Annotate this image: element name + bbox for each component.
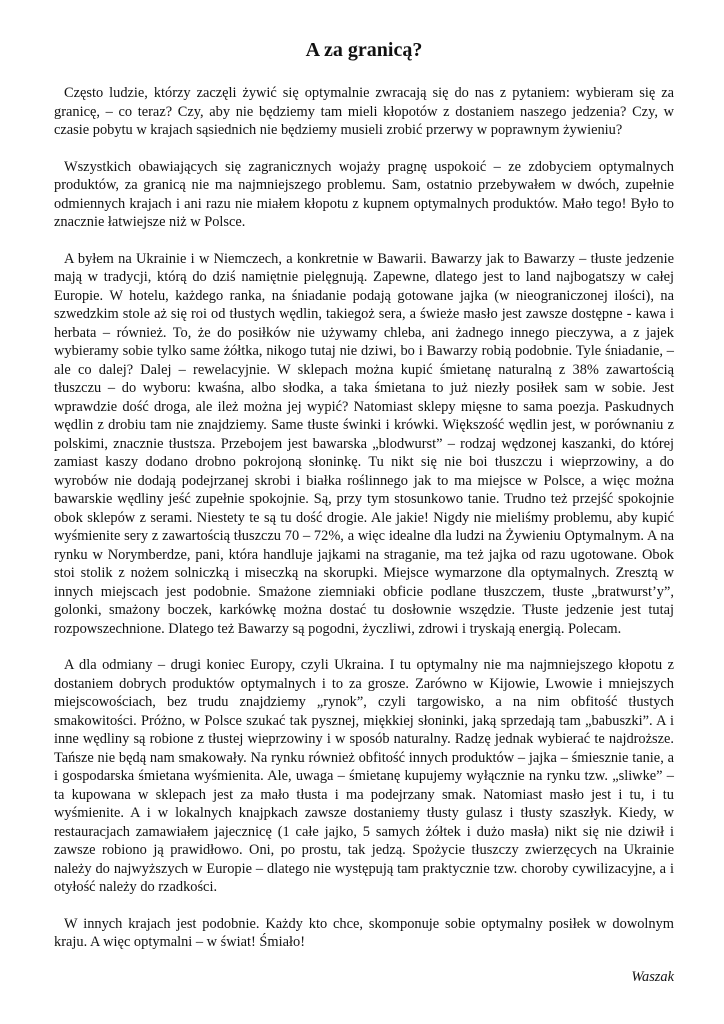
author-signature: Waszak [631,968,674,985]
paragraph-reassurance: Wszystkich obawiających się zagranicznych wojaży pragnę uspokoić – ze zdobyciem optymalnych produktów, za granicą nie ma najmniejszego problemu. Sam, ostatnio przebywałem w dwóch, zupełnie odmiennych krajach i ani razu nie miałem kłopotu z kupnem optymalnych produktów. Mało tego! Było to znacznie łatwiejsze niż w Polsce. [54,158,674,230]
paragraph-conclusion: W innych krajach jest podobnie. Każdy kto chce, skomponuje sobie optymalny posiłek w dowolnym kraju. A więc optymalni – w świat! Śmiało! [54,915,674,950]
paragraph-ukraine: A dla odmiany – drugi koniec Europy, czyli Ukraina. I tu optymalny nie ma najmniejszego kłopotu z dostaniem dobrych produktów optymalnych i to za grosze. Zarówno w Kijowie, Lwowie i mniejszych miejscowościach, bez trudu znajdziemy „rynok”, czyli targowisko, a na nim obfitość tłustych smakowitości. Próżno, w Polsce szukać tak pysznej, miękkiej słoninki, jaką sprzedają tam „babuszki”. A i inne wędliny są robione z tłustej wieprzowiny i w sposób naturalny. Radzę jednak wybierać te najdroższe. Tańsze nie będą nam smakowały. Na rynku również obfitość innych produktów – jajka – śmiesznie tanie, a i gospodarska śmietana wyśmienita. Ale, uwaga – śmietanę kupujemy wyłącznie na rynku tzw. „sliwke” – ta kupowana w sklepach jest za mało tłusta i ma podejrzany smak. Natomiast masło jest i tu, i tu wyśmienite. A i w lokalnych knajpkach zawsze dostaniemy tłusty gulasz i tłusty szaszłyk. Kiedy, w restauracjach zamawiałem jajecznicę (1 całe jajko, 5 samych żółtek i dużo masła) nikt się nie dziwił i zawsze robiono ją prawidłowo. Oni, po prostu, tak jedzą. Spożycie tłuszczy zwierzęcych na Ukrainie należy do najwyższych w Europie – dlatego nie występują tam praktycznie tzw. choroby cywilizacyjne, a i otyłość należy do rzadkości. [54,657,674,895]
article [54,38,674,986]
article-title: A za granicą? [305,39,423,61]
paragraph-bavaria: A byłem na Ukrainie i w Niemczech, a konkretnie w Bawarii. Bawarzy jak to Bawarzy – tłuste jedzenie mają w tradycji, którą do dziś namiętnie pielęgnują. Zapewne, dlatego jest to land najbogatszy w całej Europie. W hotelu, każdego ranka, na śniadanie podają gotowane jajka (w nieograniczonej ilości), na szwedzkim stole aż się roi od tłustych wędlin, takiegoż sera, a świeże masło jest zawsze dostępne - kawa i herbata – również. To, że do posiłków nie używamy chleba, ani żadnego innego pieczywa, a z jajek wybieramy sobie tylko same żółtka, nikogo tutaj nie dziwi, bo i Bawarzy robią podobnie. Tyle śniadanie, – ale co dalej? Dalej – rewelacyjnie. W sklepach można kupić śmietanę naturalną z 38% zawartością tłuszczu – do wyboru: kwaśna, albo słodka, a taka śmietana to już niezły posiłek sam w sobie. Jest wprawdzie dość droga, ale ileż można jej wypić? Natomiast sklepy mięsne to sama poezja. Paskudnych wędlin z drobiu tam nie znajdziemy. Same tłuste świnki i krówki. Większość wędlin jest, w porównaniu z polskimi, znacznie tłustsza. Przebojem jest bawarska „blodwurst” – rodzaj wędzonej kaszanki, do której zamiast kaszy dodano drobno pokrojoną słoninkę. Tu nikt się nie boi tłuszczu i wieprzowiny, a do wyrobów nie dodają podejrzanej skrobi i białka roślinnego jak to ma miejsce w Polsce, a więc można bawarskie wędliny jeść zupełnie spokojnie. Są, przy tym stosunkowo tanie. Trudno też przejść spokojnie obok sklepów z serami. Niestety te są tu dość drogie. Ale jakie! Nigdy nie mieliśmy problemu, aby kupić wyśmienite sery z zawartością tłuszczu 70 – 72%, a więc idealne dla ludzi na Żywieniu Optymalnym. A na rynku w Norymberdze, pani, która handluje jajkami na straganie, ma też jajka od razu ugotowane. Obok stoi stolik z nożem solniczką i miseczką na skorupki. Miejsce wymarzone dla optymalnych. Zresztą w innych miejscach jest podobnie. Smażone ziemniaki obficie podlane tłuszczem, tłuste „bratwurst’y”, golonki, smażony boczek, karkówkę można dostać tu dosłownie wszędzie. Tłuste jedzenie jest tutaj rozpowszechnione. Dlatego też Bawarzy są pogodni, życzliwi, zdrowi i tryskają energią. Polecam. [54,250,674,637]
paragraph-intro: Często ludzie, którzy zaczęli żywić się optymalnie zwracają się do nas z pytaniem: wybieram się za granicę, – co teraz? Czy, aby nie będziemy tam mieli kłopotów z dostaniem naszego jedzenia? Czy, w czasie pobytu w krajach sąsiednich nie będziemy musieli zrobić przerwy w poprawnym żywieniu? [54,85,674,138]
